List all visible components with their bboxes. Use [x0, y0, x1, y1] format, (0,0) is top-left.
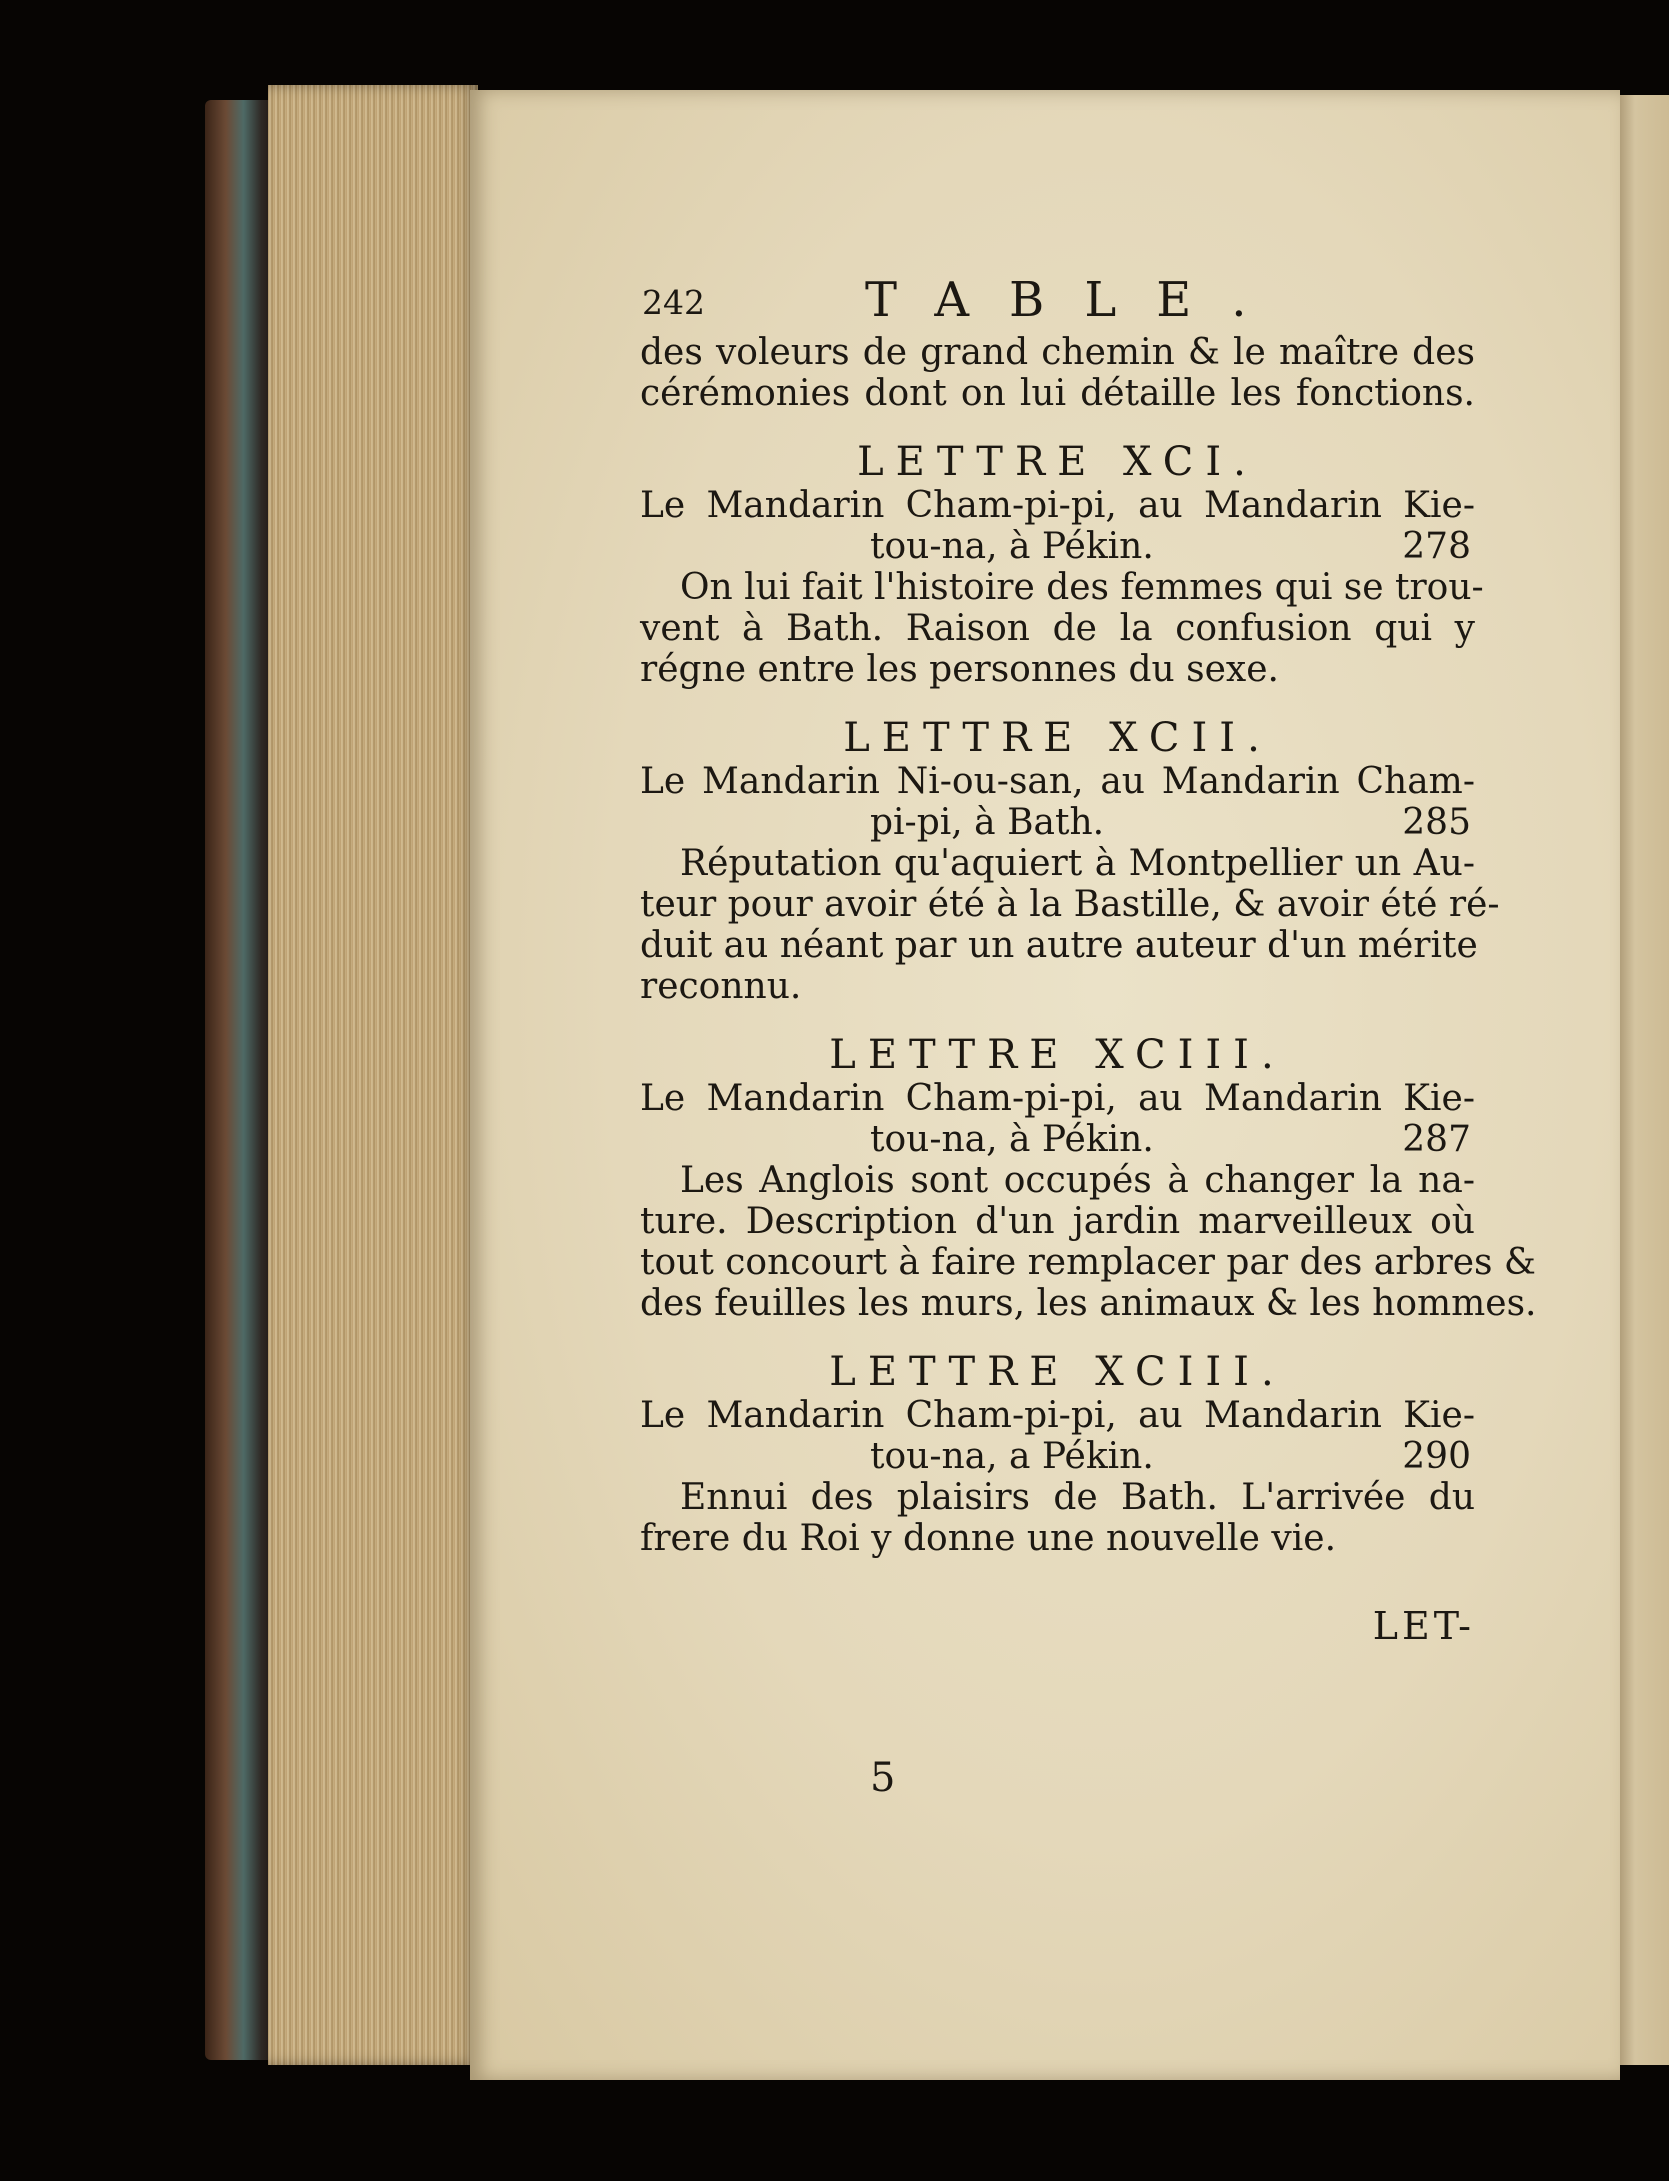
- letter-heading: LETTRE XCIII.: [829, 1349, 1286, 1395]
- entry-line: tou-na, à Pékin.: [870, 526, 1154, 567]
- summary-line: Réputation qu'aquiert à Montpellier un Au-: [680, 843, 1475, 884]
- entry-line: Le Mandarin Cham-pi-pi, au Mandarin Kie-: [640, 1395, 1475, 1436]
- signature-mark: 5: [870, 1755, 896, 1801]
- entry-line: tou-na, a Pékin.: [870, 1436, 1154, 1477]
- letter-entry: [640, 1032, 1537, 1324]
- letter-entry: [640, 1350, 1475, 1559]
- facing-page-edge: [1612, 95, 1669, 2065]
- entry-line: Le Mandarin Cham-pi-pi, au Mandarin Kie-: [640, 485, 1475, 526]
- entry-continuation: [640, 1436, 1475, 1477]
- entry-line: pi-pi, à Bath.: [870, 802, 1105, 843]
- summary-line: régne entre les personnes du sexe.: [640, 649, 1279, 690]
- entry-page-number: 287: [1402, 1119, 1471, 1160]
- summary-line: On lui fait l'histoire des femmes qui se trou-: [680, 567, 1484, 608]
- summary-line: vent à Bath. Raison de la confusion qui y: [640, 608, 1475, 649]
- summary-line: tout concourt à faire remplacer par des arbres &: [640, 1242, 1536, 1283]
- entry-line: Le Mandarin Cham-pi-pi, au Mandarin Kie-: [640, 1078, 1475, 1119]
- entry-page-number: 278: [1402, 526, 1471, 567]
- letter-entry: [640, 439, 1484, 690]
- letter-heading: LETTRE XCI.: [857, 439, 1258, 485]
- running-title: TABLE.: [865, 272, 1287, 328]
- carryover-line: cérémonies dont on lui détaille les fonctions.: [640, 373, 1475, 414]
- carryover-line: des voleurs de grand chemin & le maître des: [640, 332, 1475, 373]
- entry-continuation: [640, 802, 1475, 843]
- catchword: LET-: [1372, 1604, 1475, 1648]
- summary-line: frere du Roi y donne une nouvelle vie.: [640, 1518, 1337, 1559]
- summary-line: reconnu.: [640, 966, 802, 1007]
- summary-line: Ennui des plaisirs de Bath. L'arrivée du: [680, 1477, 1475, 1518]
- entry-page-number: 290: [1402, 1436, 1471, 1477]
- summary-line: duit au néant par un autre auteur d'un mérite: [640, 925, 1478, 966]
- summary-line: des feuilles les murs, les animaux & les hommes.: [640, 1283, 1537, 1324]
- entry-continuation: [640, 526, 1475, 567]
- letter-heading: LETTRE XCIII.: [829, 1032, 1286, 1078]
- page-edges: [268, 85, 478, 2065]
- summary-line: ture. Description d'un jardin marveilleux où: [640, 1201, 1475, 1242]
- summary-line: teur pour avoir été à la Bastille, & avoir été ré-: [640, 884, 1500, 925]
- book-spine: [205, 100, 275, 2060]
- page-number: 242: [642, 283, 705, 322]
- entry-page-number: 285: [1402, 802, 1471, 843]
- running-header: [640, 270, 1475, 332]
- summary-line: Les Anglois sont occupés à changer la na-: [680, 1160, 1475, 1201]
- letter-entry: [640, 715, 1500, 1007]
- entry-line: tou-na, à Pékin.: [870, 1119, 1154, 1160]
- table-of-contents-text: [640, 270, 1537, 1648]
- entry-line: Le Mandarin Ni-ou-san, au Mandarin Cham-: [640, 761, 1475, 802]
- entry-continuation: [640, 1119, 1475, 1160]
- letter-heading: LETTRE XCII.: [843, 715, 1272, 761]
